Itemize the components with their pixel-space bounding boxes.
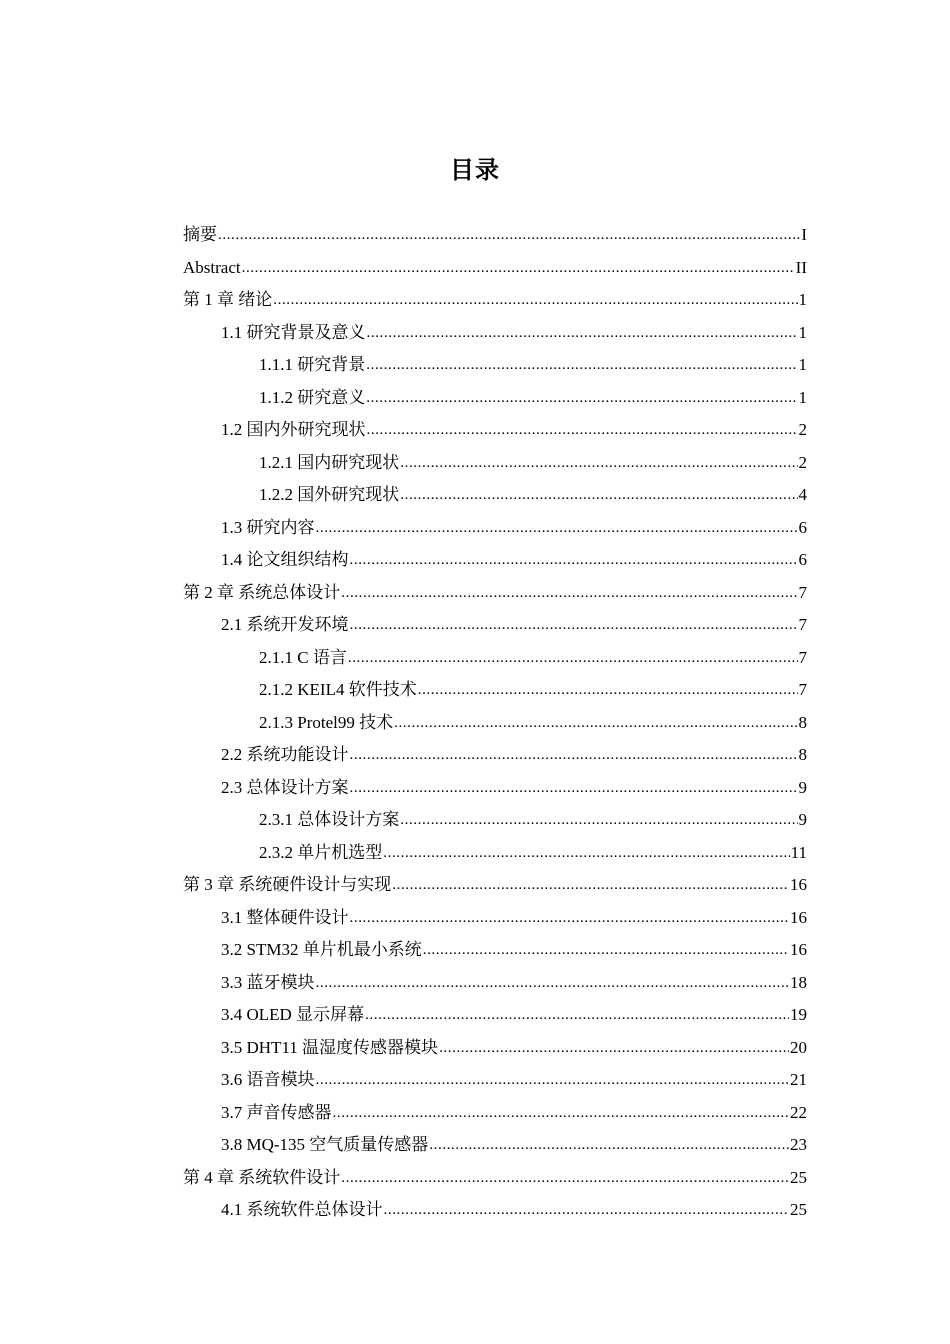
- dot-leader: [350, 738, 798, 772]
- toc-entry[interactable]: [183, 967, 807, 1000]
- toc-entry[interactable]: [183, 609, 807, 642]
- toc-entry-label: 第 4 章 系统软件设计: [183, 1167, 341, 1187]
- dot-leader: [273, 283, 797, 317]
- toc-entry-label: 2.1.1 C 语言: [259, 647, 347, 667]
- dot-leader: [367, 316, 798, 350]
- dot-leader: [242, 251, 795, 285]
- toc-entry[interactable]: [183, 674, 807, 707]
- toc-entry-page-number: 18: [790, 972, 807, 992]
- toc-entry-page-number: 6: [798, 550, 807, 569]
- toc-entry-label: 2.1.3 Protel99 技术: [259, 712, 394, 732]
- toc-entry-page-number: I: [801, 225, 807, 244]
- toc-entry[interactable]: [183, 1064, 807, 1097]
- dot-leader: [418, 673, 798, 707]
- toc-entry-page-number: 20: [790, 1037, 807, 1057]
- dot-leader: [423, 933, 789, 967]
- toc-entry[interactable]: [183, 1032, 807, 1065]
- dot-leader: [384, 1193, 790, 1227]
- toc-entry[interactable]: [183, 804, 807, 837]
- toc-entry-page-number: 25: [790, 1167, 807, 1187]
- dot-leader: [400, 446, 797, 480]
- toc-entry-label: 第 3 章 系统硬件设计与实现: [183, 875, 392, 894]
- toc-entry[interactable]: [183, 219, 807, 252]
- toc-entry[interactable]: [183, 999, 807, 1032]
- toc-entry-page-number: 9: [798, 777, 807, 797]
- toc-entry[interactable]: [183, 512, 807, 545]
- dot-leader: [341, 1161, 789, 1195]
- toc-entry-page-number: 1: [798, 387, 807, 407]
- dot-leader: [400, 478, 797, 512]
- toc-entry-label: 2.1 系统开发环境: [221, 615, 349, 634]
- dot-leader: [400, 803, 797, 837]
- dot-leader: [366, 348, 797, 382]
- toc-entry-page-number: 22: [790, 1102, 807, 1122]
- toc-entry[interactable]: [183, 1097, 807, 1130]
- toc-entry[interactable]: [183, 349, 807, 382]
- dot-leader: [365, 998, 789, 1032]
- dot-leader: [333, 1096, 790, 1130]
- dot-leader: [392, 868, 789, 902]
- toc-entry-page-number: 7: [798, 582, 807, 602]
- dot-leader: [383, 836, 789, 870]
- toc-entry-page-number: 23: [790, 1135, 807, 1154]
- dot-leader: [350, 901, 790, 935]
- toc-entry[interactable]: [183, 642, 807, 675]
- toc-entry[interactable]: [183, 1162, 807, 1195]
- toc-entry[interactable]: [183, 772, 807, 805]
- dot-leader: [218, 218, 800, 252]
- toc-entry-label: 第 1 章 绪论: [183, 290, 273, 309]
- toc-entry-page-number: 1: [798, 322, 807, 342]
- toc-entry[interactable]: [183, 252, 807, 285]
- toc-entry[interactable]: [183, 447, 807, 480]
- toc-entry[interactable]: [183, 284, 807, 317]
- toc-entry-page-number: 25: [790, 1200, 807, 1219]
- toc-entry-label: 1.2.1 国内研究现状: [259, 452, 400, 472]
- toc-entry-page-number: 4: [798, 485, 807, 504]
- toc-entry-label: 1.2.2 国外研究现状: [259, 485, 400, 504]
- dot-leader: [316, 511, 798, 545]
- dot-leader: [350, 608, 798, 642]
- toc-entry-label: 2.3.1 总体设计方案: [259, 810, 400, 829]
- toc-entry-label: 1.1.1 研究背景: [259, 355, 366, 374]
- toc-entry-label: 3.1 整体硬件设计: [221, 907, 349, 927]
- table-of-contents: [183, 219, 807, 1227]
- dot-leader: [394, 706, 797, 740]
- toc-entry-page-number: 16: [790, 875, 807, 894]
- toc-entry-page-number: 1: [798, 290, 807, 309]
- dot-leader: [341, 576, 797, 610]
- toc-entry-label: Abstract: [183, 257, 241, 277]
- dot-leader: [316, 1063, 790, 1097]
- toc-entry-page-number: 21: [790, 1070, 807, 1089]
- toc-entry-page-number: 6: [798, 517, 807, 537]
- toc-entry-label: 4.1 系统软件总体设计: [221, 1200, 383, 1219]
- dot-leader: [350, 543, 798, 577]
- toc-entry-label: 2.1.2 KEIL4 软件技术: [259, 680, 417, 699]
- dot-leader: [366, 381, 797, 415]
- toc-entry[interactable]: [183, 382, 807, 415]
- toc-entry-label: 1.3 研究内容: [221, 517, 315, 537]
- toc-entry[interactable]: [183, 707, 807, 740]
- page-title: 目录: [450, 156, 500, 184]
- toc-entry-page-number: 8: [798, 712, 807, 732]
- toc-entry-label: 3.6 语音模块: [221, 1070, 315, 1089]
- toc-entry-label: 2.3 总体设计方案: [221, 777, 349, 797]
- toc-entry-page-number: 11: [790, 842, 807, 862]
- toc-entry[interactable]: [183, 869, 807, 902]
- toc-entry-page-number: 7: [798, 680, 807, 699]
- toc-entry-page-number: 7: [798, 647, 807, 667]
- toc-entry-label: 3.2 STM32 单片机最小系统: [221, 940, 422, 959]
- toc-entry-label: 1.1 研究背景及意义: [221, 322, 366, 342]
- toc-entry-label: 摘要: [183, 225, 217, 244]
- toc-entry-page-number: 7: [798, 615, 807, 634]
- toc-entry-page-number: 2: [798, 420, 807, 439]
- toc-entry-page-number: 9: [798, 810, 807, 829]
- toc-entry-page-number: 2: [798, 452, 807, 472]
- toc-entry-label: 3.4 OLED 显示屏幕: [221, 1005, 365, 1024]
- toc-entry-label: 3.5 DHT11 温湿度传感器模块: [221, 1037, 439, 1057]
- toc-entry-page-number: 19: [790, 1005, 807, 1024]
- toc-entry-page-number: 16: [790, 907, 807, 927]
- toc-entry-page-number: 1: [798, 355, 807, 374]
- toc-entry-label: 3.3 蓝牙模块: [221, 972, 315, 992]
- toc-entry[interactable]: [183, 1194, 807, 1227]
- dot-leader: [348, 641, 798, 675]
- toc-entry[interactable]: [183, 934, 807, 967]
- toc-entry[interactable]: [183, 739, 807, 772]
- toc-entry-label: 1.1.2 研究意义: [259, 387, 366, 407]
- toc-entry-label: 3.8 MQ-135 空气质量传感器: [221, 1135, 429, 1154]
- toc-entry-page-number: 16: [790, 940, 807, 959]
- toc-entry-label: 1.2 国内外研究现状: [221, 420, 366, 439]
- toc-entry[interactable]: [183, 544, 807, 577]
- toc-entry-page-number: II: [795, 257, 807, 277]
- toc-entry-label: 第 2 章 系统总体设计: [183, 582, 341, 602]
- toc-entry[interactable]: [183, 317, 807, 350]
- toc-entry-label: 2.3.2 单片机选型: [259, 842, 383, 862]
- toc-entry[interactable]: [183, 577, 807, 610]
- dot-leader: [316, 966, 790, 1000]
- toc-entry-label: 3.7 声音传感器: [221, 1102, 332, 1122]
- toc-entry[interactable]: [183, 414, 807, 447]
- dot-leader: [429, 1128, 789, 1162]
- toc-entry[interactable]: [183, 1129, 807, 1162]
- toc-entry-label: 2.2 系统功能设计: [221, 745, 349, 764]
- toc-entry[interactable]: [183, 837, 807, 870]
- toc-entry[interactable]: [183, 902, 807, 935]
- toc-entry-page-number: 8: [798, 745, 807, 764]
- dot-leader: [350, 771, 798, 805]
- dot-leader: [367, 413, 798, 447]
- toc-entry-label: 1.4 论文组织结构: [221, 550, 349, 569]
- toc-entry[interactable]: [183, 479, 807, 512]
- dot-leader: [439, 1031, 789, 1065]
